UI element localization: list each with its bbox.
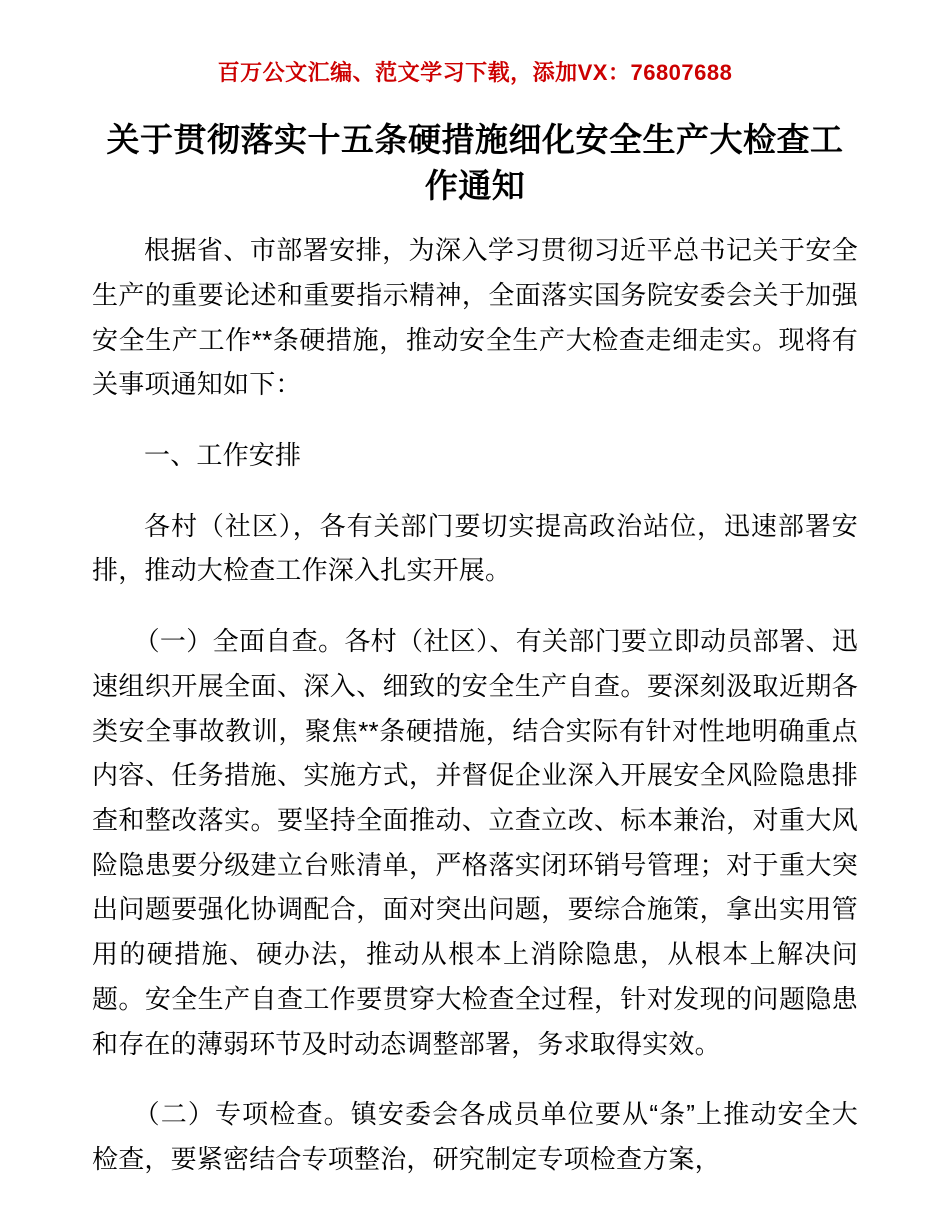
paragraph-item-two: （二）专项检查。镇安委会各成员单位要从“条”上推动安全大检查，要紧密结合专项整治，研究制定专项检查方案， (92, 1099, 858, 1174)
watermark-banner: 百万公文汇编、范文学习下载，添加VX：76807688 (217, 60, 733, 85)
paragraph-item-one: （一）全面自查。各村（社区）、有关部门要立即动员部署、迅速组织开展全面、深入、细致的安全生产自查。要深刻汲取近期各类安全事故教训，聚焦**条硬措施，结合实际有针对性地明确重点内容、任务措施、实施方式，并督促企业深入开展安全风险隐患排查和整改落实。要坚持全面推动、立查立改、标本兼治，对重大风险隐患要分级建立台账清单，严格落实闭环销号管理；对于重大突出问题要强化协调配合，面对突出问题，要综合施策，拿出实用管用的硬措施、硬办法，推动从根本上消除隐患，从根本上解决问题。安全生产自查工作要贯穿大检查全过程，针对发现的问题隐患和存在的薄弱环节及时动态调整部署，务求取得实效。 (92, 626, 858, 1059)
paragraph-intro: 根据省、市部署安排，为深入学习贯彻习近平总书记关于安全生产的重要论述和重要指示精神，全面落实国务院安委会关于加强安全生产工作**条硬措施，推动安全生产大检查走细走实。现将有关事项通知如下： (92, 235, 858, 400)
section-heading-work-arrangement: 一、工作安排 (144, 439, 302, 470)
paragraph-section-lead: 各村（社区），各有关部门要切实提高政治站位，迅速部署安排，推动大检查工作深入扎实开展。 (92, 510, 858, 586)
page-title: 关于贯彻落实十五条硬措施细化安全生产大检查工作通知 (106, 121, 844, 204)
